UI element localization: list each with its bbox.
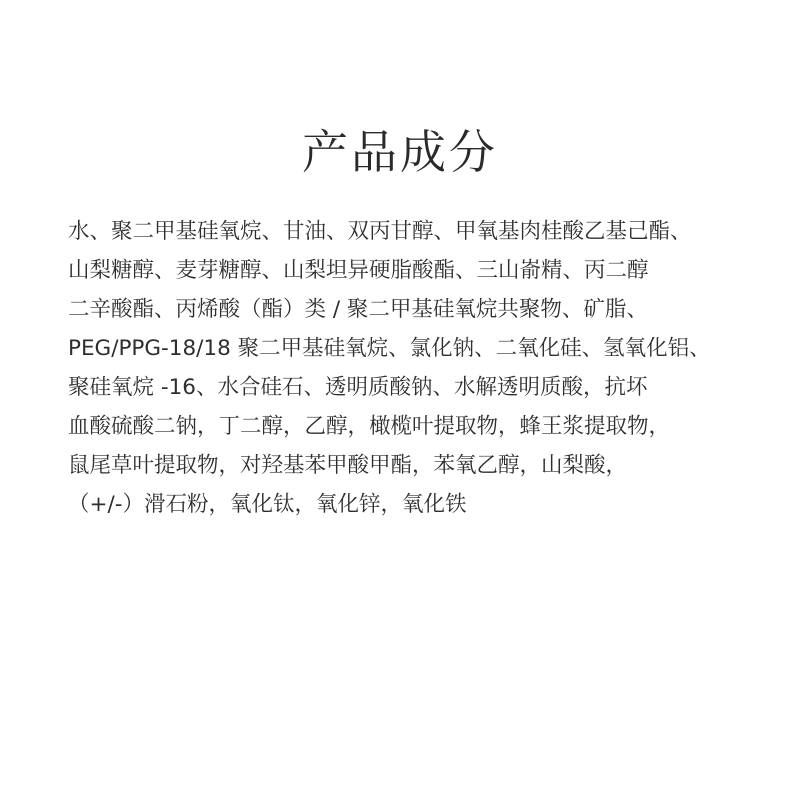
ingredients-line: PEG/PPG-18/18 聚二甲基硅氧烷、氯化钠、二氧化硅、氢氧化铝、 [68, 336, 711, 361]
ingredients-list [68, 212, 758, 524]
ingredients-line: 血酸硫酸二钠，丁二醇，乙醇，橄榄叶提取物，蜂王浆提取物， [68, 414, 671, 439]
ingredients-line: 聚硅氧烷 -16、水合硅石、透明质酸钠、水解透明质酸，抗坏 [68, 375, 648, 400]
ingredients-line: （+/-）滑石粉，氧化钛，氧化锌，氧化铁 [68, 492, 467, 517]
ingredients-line: 二辛酸酯、丙烯酸（酯）类 / 聚二甲基硅氧烷共聚物、矿脂、 [68, 297, 648, 322]
page-title: 产品成分 [302, 124, 498, 179]
ingredients-line: 鼠尾草叶提取物，对羟基苯甲酸甲酯，苯氧乙醇，山梨酸， [68, 453, 628, 478]
ingredients-line: 水、聚二甲基硅氧烷、甘油、双丙甘醇、甲氧基肉桂酸乙基己酯、 [68, 219, 692, 244]
ingredients-line: 山梨糖醇、麦芽糖醇、山梨坦异硬脂酸酯、三山嵛精、丙二醇 [68, 258, 649, 283]
